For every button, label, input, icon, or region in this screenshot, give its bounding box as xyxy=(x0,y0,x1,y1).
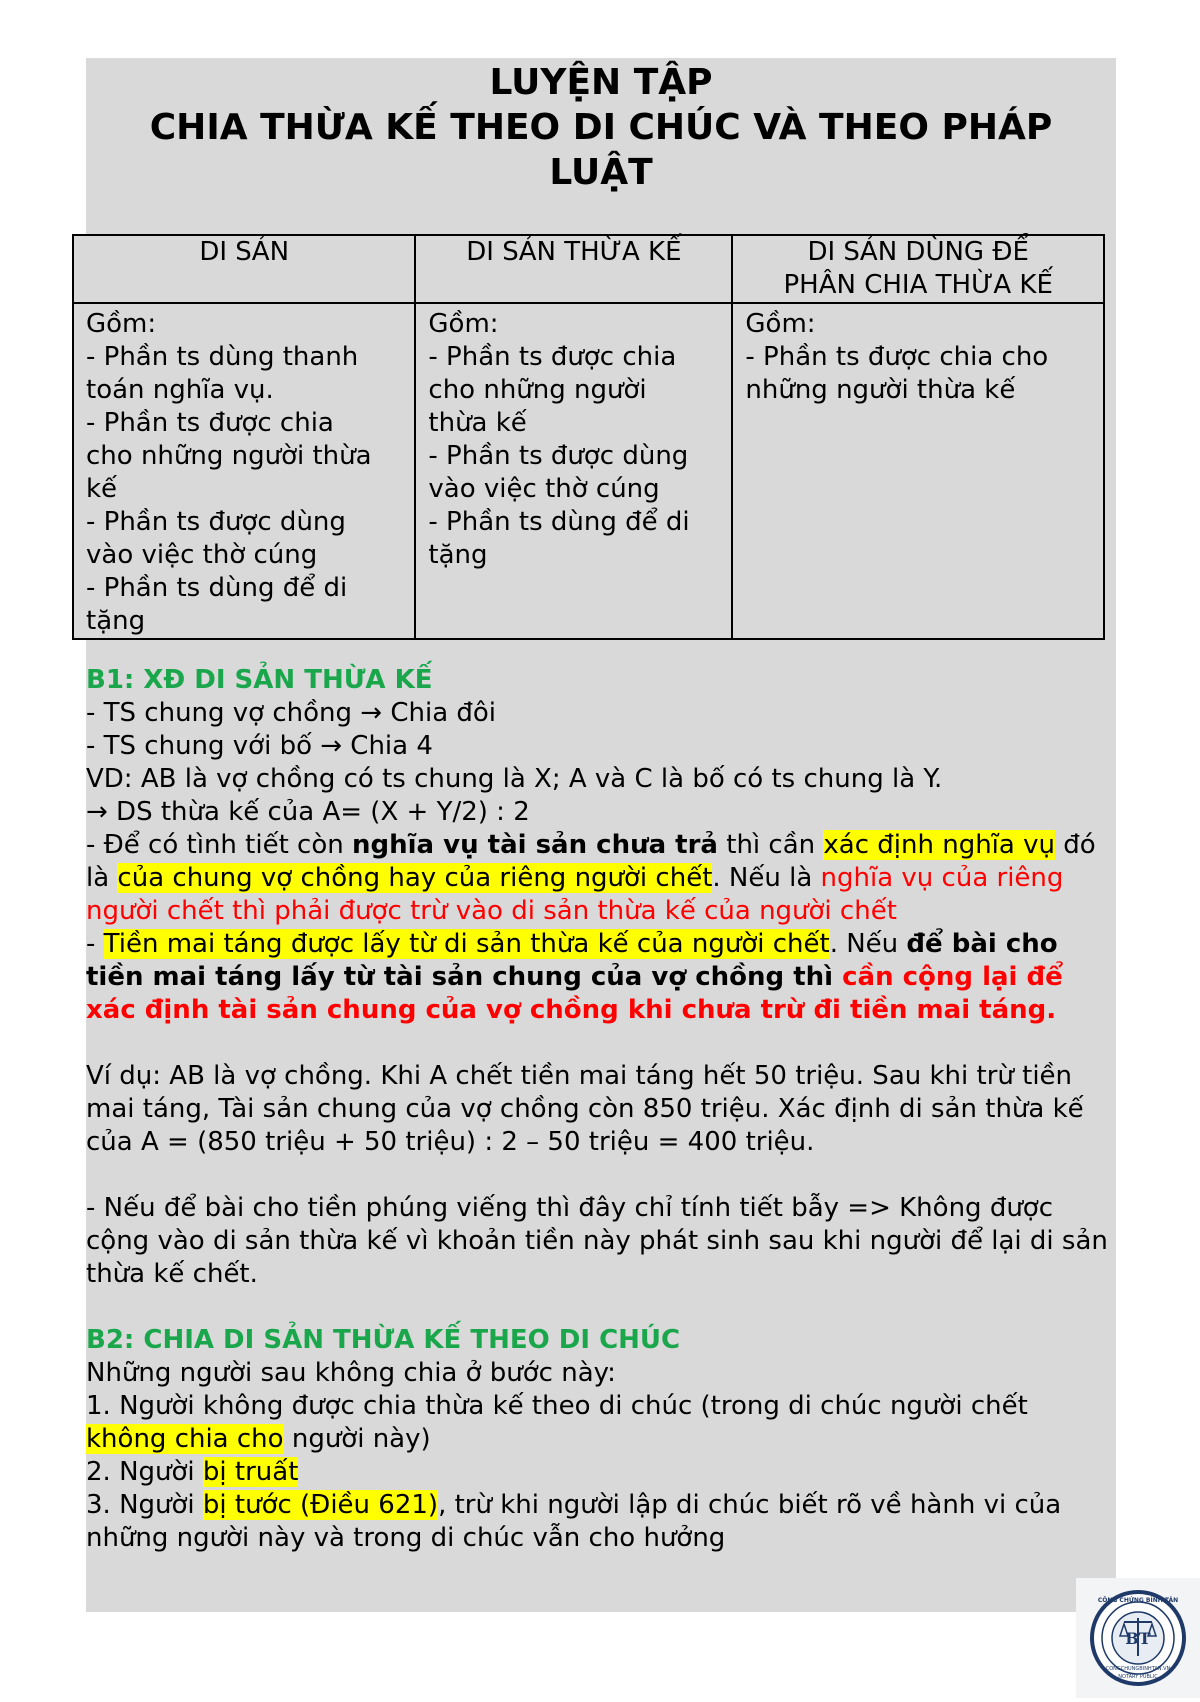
text-run: . Nếu là xyxy=(712,863,821,893)
spacer xyxy=(86,1291,1116,1324)
text-run: . Nếu xyxy=(829,929,907,959)
paragraph-obligation xyxy=(86,829,1116,928)
title-line-2: CHIA THỪA KẾ THEO DI CHÚC VÀ THEO PHÁP xyxy=(149,107,1053,148)
stamp-monogram: BT xyxy=(1125,1629,1151,1648)
table-row xyxy=(73,303,1104,639)
title-line-3: LUẬT xyxy=(549,152,653,193)
highlighted-text: bị tước (Điều 621) xyxy=(202,1490,439,1520)
text-line: - TS chung vợ chồng → Chia đôi xyxy=(86,698,497,728)
text-line: → DS thừa kế của A= (X + Y/2) : 2 xyxy=(86,797,530,827)
text-line: VD: AB là vợ chồng có ts chung là X; A và C là bố có ts chung là Y. xyxy=(86,764,943,794)
section-heading-b2: B2: CHIA DI SẢN THỪA KẾ THEO DI CHÚC xyxy=(86,1325,681,1355)
stamp-url: CONGCHUNGBINHTAN.VN xyxy=(1105,1666,1171,1672)
text-run: 3. Người xyxy=(86,1490,203,1520)
paragraph-funeral xyxy=(86,928,1116,1027)
spacer xyxy=(86,1159,1116,1192)
list-item xyxy=(86,1489,1116,1555)
highlighted-text: bị truất xyxy=(202,1457,299,1487)
paragraph-example: Ví dụ: AB là vợ chồng. Khi A chết tiền mai táng hết 50 triệu. Sau khi trừ tiền mai táng, Tài sản chung của vợ chồng còn 850 triệu. Xác định di sản thừa kế của A = (850 triệu + 50 triệu) : 2 – 50 triệu = 400 triệu. xyxy=(86,1061,1084,1157)
inheritance-table xyxy=(72,234,1105,640)
highlighted-text: xác định nghĩa vụ xyxy=(823,830,1055,860)
text-line: Những người sau không chia ở bước này: xyxy=(86,1358,616,1388)
text-run: , trừ khi người lập di chúc biết rõ về hành vi của những người này và trong di chúc vẫn cho hưởng xyxy=(86,1490,1062,1553)
text-run: - xyxy=(86,929,104,959)
title-line-1: LUYỆN TẬP xyxy=(489,62,713,103)
stamp-footer: NOTARY PUBLIC xyxy=(1118,1674,1158,1680)
text-run: thì cần xyxy=(717,830,824,860)
bold-text: để bài cho tiền mai táng lấy từ tài sản chung của vợ chồng thì xyxy=(86,929,1058,992)
spacer xyxy=(86,1027,1116,1060)
red-bold-text: cần cộng lại để xác định tài sản chung của vợ chồng khi chưa trừ đi tiền mai táng. xyxy=(86,962,1063,1025)
table-header-cell: DI SẢN xyxy=(73,235,415,303)
document-title xyxy=(86,60,1116,195)
table-header-cell: DI SẢN THỪA KẾ xyxy=(415,235,732,303)
stamp-seal-icon xyxy=(1076,1578,1200,1698)
highlighted-text: của chung vợ chồng hay của riêng người chết xyxy=(117,863,713,893)
table-header-cell: DI SẢN DÙNG ĐỂ PHÂN CHIA THỪA KẾ xyxy=(732,235,1104,303)
list-item xyxy=(86,1390,1116,1456)
table-cell: Gồm: - Phần ts được chia cho những người thừa kế - Phần ts được dùng vào việc thờ cúng - Phần ts dùng để di tặng xyxy=(415,303,732,639)
table-cell: Gồm: - Phần ts được chia cho những người thừa kế xyxy=(732,303,1104,639)
text-run: đó là xyxy=(86,830,1096,893)
document-body xyxy=(86,664,1116,1555)
text-run: 1. Người không được chia thừa kế theo di chúc (trong di chúc người chết xyxy=(86,1391,1028,1421)
highlighted-text: không chia cho xyxy=(86,1424,284,1454)
text-run: - Để có tình tiết còn xyxy=(86,830,352,860)
notary-stamp-logo xyxy=(1076,1578,1200,1698)
table-cell: Gồm: - Phần ts dùng thanh toán nghĩa vụ. - Phần ts được chia cho những người thừa kế - Phần ts được dùng vào việc thờ cúng - Phần ts dùng để di tặng xyxy=(73,303,415,639)
table-header-row xyxy=(73,235,1104,303)
text-run: người này) xyxy=(283,1424,431,1454)
stamp-ring-text: CÔNG CHỨNG BÌNH TÂN xyxy=(1097,1597,1179,1604)
paragraph-condolence: - Nếu để bài cho tiền phúng viếng thì đây chỉ tính tiết bẫy => Không được cộng vào di sản thừa kế vì khoản tiền này phát sinh sau khi người để lại di sản thừa kế chết. xyxy=(86,1193,1108,1289)
bold-text: nghĩa vụ tài sản chưa trả xyxy=(351,830,718,860)
list-item xyxy=(86,1456,1116,1489)
highlighted-text: Tiền mai táng được lấy từ di sản thừa kế của người chết xyxy=(103,929,830,959)
text-line: - TS chung với bố → Chia 4 xyxy=(86,731,433,761)
section-heading-b1: B1: XĐ DI SẢN THỪA KẾ xyxy=(86,665,433,695)
text-run: 2. Người xyxy=(86,1457,203,1487)
red-text: nghĩa vụ của riêng người chết thì phải được trừ vào di sản thừa kế của người chết xyxy=(86,863,1064,926)
